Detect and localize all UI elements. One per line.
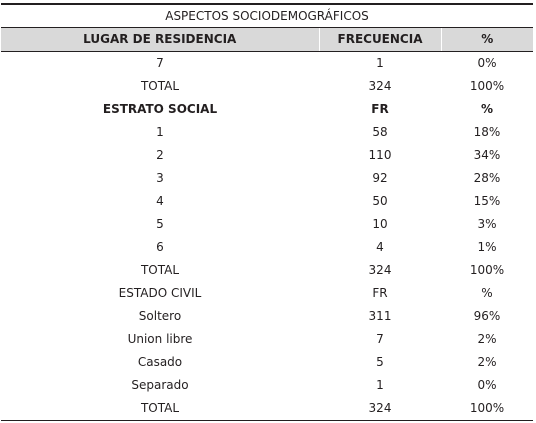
table-row <box>1 374 533 397</box>
table-row-total <box>1 75 533 98</box>
row-percent: 3% <box>477 217 497 231</box>
row-percent: 100% <box>441 397 533 421</box>
row-percent: 1% <box>477 240 497 254</box>
row-label: 4 <box>156 194 164 208</box>
row-label: 3 <box>156 171 164 185</box>
row-frequency: 110 <box>368 148 392 162</box>
table-row <box>1 121 533 144</box>
table-row <box>1 213 533 236</box>
row-label: TOTAL <box>140 263 180 277</box>
sociodemographic-table <box>1 3 533 421</box>
section-frequency-header: FR <box>371 102 389 116</box>
section-label: ESTADO CIVIL <box>118 286 202 300</box>
row-percent: 18% <box>473 125 501 139</box>
section-label: ESTRATO SOCIAL <box>102 102 218 116</box>
row-label: Union libre <box>127 332 193 346</box>
row-frequency: 1 <box>376 378 384 392</box>
row-frequency: 50 <box>372 194 388 208</box>
row-frequency: 324 <box>319 397 441 421</box>
row-frequency: 311 <box>368 309 392 323</box>
row-label: 5 <box>156 217 164 231</box>
row-percent: 34% <box>473 148 501 162</box>
table-row <box>1 167 533 190</box>
row-frequency: 10 <box>372 217 388 231</box>
row-frequency: 7 <box>376 332 384 346</box>
section-frequency-header: FR <box>372 286 388 300</box>
row-label: 6 <box>156 240 164 254</box>
row-percent: 100% <box>469 79 505 93</box>
row-frequency: 5 <box>376 355 384 369</box>
row-frequency: 1 <box>376 56 384 70</box>
table-row-total <box>1 259 533 282</box>
table-row <box>1 305 533 328</box>
table-header-row <box>1 28 533 52</box>
row-percent: 2% <box>477 332 497 346</box>
row-frequency: 324 <box>368 263 392 277</box>
row-label: Casado <box>137 355 183 369</box>
row-percent: 15% <box>473 194 501 208</box>
table-row <box>1 236 533 259</box>
table-row <box>1 328 533 351</box>
row-label: TOTAL <box>140 79 180 93</box>
table-row <box>1 144 533 167</box>
row-label: Soltero <box>138 309 182 323</box>
row-label: 2 <box>156 148 164 162</box>
row-label: Separado <box>131 378 189 392</box>
section-percent-header: % <box>481 286 493 300</box>
table-row <box>1 52 533 76</box>
row-percent: 96% <box>473 309 501 323</box>
table-row-total <box>1 397 533 421</box>
table-title-row <box>1 4 533 28</box>
table-title: ASPECTOS SOCIODEMOGRÁFICOS <box>1 4 533 28</box>
header-frecuencia: FRECUENCIA <box>319 28 441 52</box>
row-frequency: 58 <box>372 125 388 139</box>
row-frequency: 324 <box>368 79 392 93</box>
section-percent-header: % <box>480 102 494 116</box>
row-percent: 28% <box>473 171 501 185</box>
header-lugar-residencia: LUGAR DE RESIDENCIA <box>1 28 319 52</box>
row-frequency: 92 <box>372 171 388 185</box>
table-row <box>1 351 533 374</box>
row-frequency: 4 <box>376 240 384 254</box>
row-percent: 2% <box>477 355 497 369</box>
header-porcentaje: % <box>441 28 533 52</box>
row-percent: 0% <box>477 56 497 70</box>
section-header-estrato-social <box>1 98 533 121</box>
row-label: 7 <box>156 56 164 70</box>
row-percent: 0% <box>477 378 497 392</box>
section-header-estado-civil <box>1 282 533 305</box>
row-label: TOTAL <box>1 397 319 421</box>
table-row <box>1 190 533 213</box>
row-label: 1 <box>156 125 164 139</box>
row-percent: 100% <box>469 263 505 277</box>
